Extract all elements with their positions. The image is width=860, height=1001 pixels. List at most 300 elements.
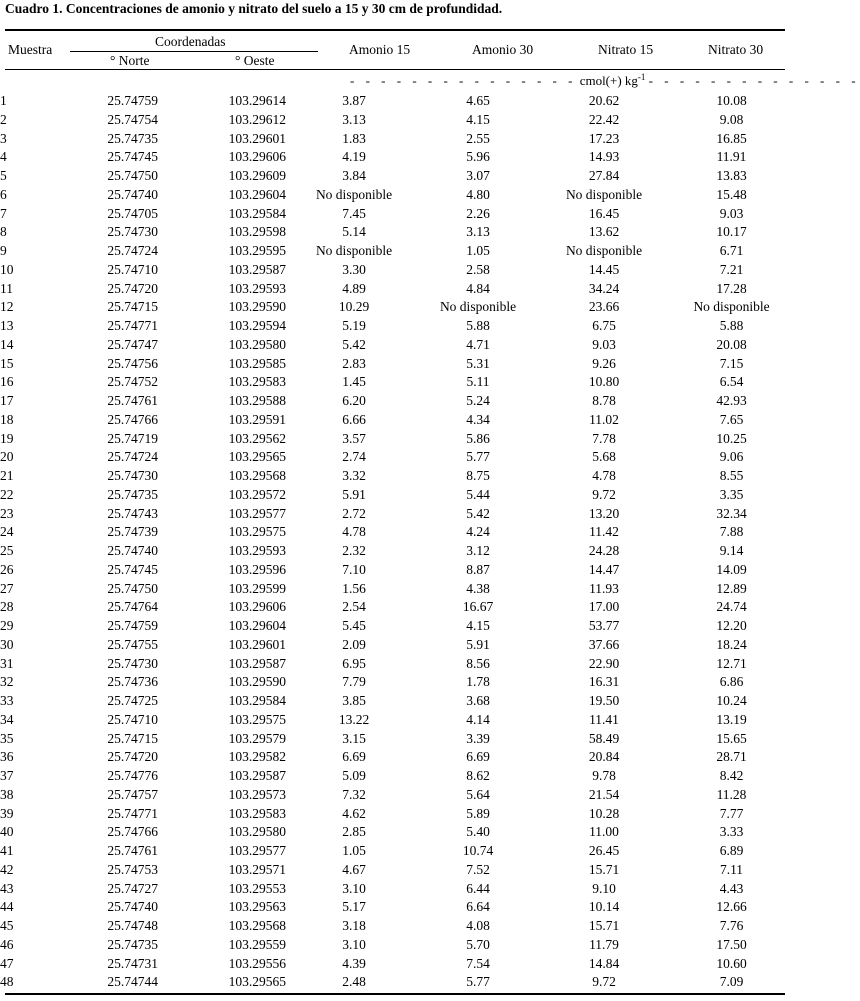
cell-norte: 25.74725 xyxy=(107,693,158,708)
cell-nitrato-15: No disponible xyxy=(565,186,643,202)
table-row xyxy=(0,467,789,486)
table-row xyxy=(0,430,789,449)
cell-nitrato-30: 24.74 xyxy=(716,599,747,615)
cell-nitrato-15: 14.93 xyxy=(588,149,620,165)
table-row xyxy=(0,242,789,261)
cell-muestra: 39 xyxy=(0,805,14,821)
table-row xyxy=(0,786,789,805)
table-row xyxy=(0,92,789,111)
cell-amonio-15: 7.79 xyxy=(342,674,366,690)
cell-amonio-15: 2.48 xyxy=(342,974,366,990)
table-row xyxy=(0,673,789,692)
cell-amonio-30: 4.34 xyxy=(466,411,490,427)
cell-norte: 25.74764 xyxy=(107,599,158,615)
cell-amonio-15: 3.57 xyxy=(342,430,366,446)
cell-nitrato-30: 10.24 xyxy=(716,693,747,708)
cell-oeste: 103.29590 xyxy=(228,674,286,690)
cell-nitrato-15: 9.26 xyxy=(592,355,616,371)
cell-muestra: 38 xyxy=(0,786,14,802)
cell-nitrato-30: 6.71 xyxy=(719,243,744,258)
cell-amonio-30: 5.31 xyxy=(466,355,490,371)
cell-nitrato-15: 20.84 xyxy=(588,749,620,765)
cell-nitrato-30: 10.60 xyxy=(716,955,747,971)
cell-nitrato-15: 11.79 xyxy=(589,936,619,952)
cell-norte: 25.74753 xyxy=(107,861,158,877)
cell-muestra: 46 xyxy=(0,936,14,952)
cell-nitrato-30: 7.15 xyxy=(719,355,744,371)
cell-nitrato-15: 53.77 xyxy=(588,618,620,633)
cell-amonio-30: 2.55 xyxy=(466,130,490,146)
cell-amonio-30: 5.86 xyxy=(466,430,490,446)
cell-amonio-30: 5.11 xyxy=(466,374,490,390)
cell-amonio-30: 5.96 xyxy=(466,149,490,165)
cell-amonio-15: 4.67 xyxy=(342,861,366,877)
table-row xyxy=(0,317,789,336)
cell-amonio-15: 10.29 xyxy=(338,299,370,315)
units-row xyxy=(350,72,860,92)
cell-amonio-15: 6.95 xyxy=(342,655,366,671)
cell-nitrato-15: 9.03 xyxy=(592,336,616,352)
cell-amonio-30: 5.42 xyxy=(466,505,490,521)
cell-oeste: 103.29577 xyxy=(228,843,286,858)
cell-nitrato-30: 12.71 xyxy=(716,655,747,671)
cell-nitrato-30: 7.21 xyxy=(719,261,744,277)
cell-amonio-15: 7.45 xyxy=(342,205,366,221)
header-muestra: Muestra xyxy=(8,42,53,57)
cell-amonio-15: 2.74 xyxy=(342,449,366,465)
table-row xyxy=(0,767,789,786)
cell-amonio-30: 7.54 xyxy=(466,955,490,971)
cell-nitrato-15: 15.71 xyxy=(588,918,620,933)
cell-oeste: 103.29583 xyxy=(228,374,286,390)
cell-norte: 25.74744 xyxy=(107,974,158,990)
cell-amonio-30: 5.24 xyxy=(466,393,490,408)
cell-amonio-15: 1.83 xyxy=(342,130,366,146)
cell-norte: 25.74724 xyxy=(107,243,158,258)
cell-muestra: 16 xyxy=(0,374,14,390)
cell-muestra: 33 xyxy=(0,693,14,708)
cell-nitrato-15: 11.02 xyxy=(589,411,619,427)
table-row xyxy=(0,561,789,580)
cell-norte: 25.74771 xyxy=(107,318,158,333)
cell-nitrato-30: 12.89 xyxy=(716,580,747,596)
cell-amonio-15: 5.42 xyxy=(342,336,366,352)
cell-oeste: 103.29559 xyxy=(228,936,286,952)
cell-norte: 25.74710 xyxy=(107,711,158,727)
cell-amonio-30: 16.67 xyxy=(462,599,494,615)
cell-amonio-30: 10.74 xyxy=(462,843,494,858)
cell-oeste: 103.29553 xyxy=(228,880,286,896)
units-dashes-left: - - - - - - - - - - - - - - - xyxy=(350,73,577,88)
cell-nitrato-15: 14.84 xyxy=(588,955,620,971)
cell-oeste: 103.29575 xyxy=(228,711,286,727)
cell-oeste: 103.29604 xyxy=(228,186,286,202)
table-row xyxy=(0,805,789,824)
table-row xyxy=(0,373,789,392)
table-row xyxy=(0,111,789,130)
cell-oeste: 103.29577 xyxy=(228,505,286,521)
cell-amonio-15: 6.20 xyxy=(342,393,366,408)
cell-oeste: 103.29575 xyxy=(228,524,286,540)
cell-oeste: 103.29583 xyxy=(228,805,286,821)
cell-amonio-30: 5.77 xyxy=(466,974,490,990)
table-row xyxy=(0,298,789,317)
cell-nitrato-30: 15.65 xyxy=(716,730,747,746)
cell-oeste: 103.29573 xyxy=(228,786,286,802)
cell-nitrato-30: 4.43 xyxy=(719,880,744,896)
cell-muestra: 6 xyxy=(0,186,7,202)
cell-amonio-15: 4.39 xyxy=(342,955,366,971)
units-exponent: -1 xyxy=(637,72,646,82)
cell-oeste: 103.29594 xyxy=(228,318,286,333)
cell-nitrato-30: 3.33 xyxy=(719,824,744,840)
cell-nitrato-15: 14.45 xyxy=(588,261,620,277)
table-row xyxy=(0,580,789,599)
cell-muestra: 29 xyxy=(0,618,14,633)
cell-amonio-30: 5.88 xyxy=(466,318,490,333)
cell-oeste: 103.29606 xyxy=(228,149,286,165)
cell-nitrato-15: 11.41 xyxy=(589,711,619,727)
cell-amonio-30: 4.71 xyxy=(466,336,490,352)
cell-amonio-15: 6.69 xyxy=(342,749,366,765)
cell-amonio-30: 3.07 xyxy=(466,168,490,183)
cell-muestra: 12 xyxy=(0,299,14,315)
cell-norte: 25.74759 xyxy=(107,618,158,633)
cell-amonio-15: 4.78 xyxy=(342,524,366,540)
cell-norte: 25.74735 xyxy=(107,130,158,146)
cell-amonio-30: 5.91 xyxy=(466,636,490,652)
cell-norte: 25.74755 xyxy=(107,636,158,652)
cell-oeste: 103.29587 xyxy=(228,261,286,277)
cell-amonio-30: 4.65 xyxy=(466,93,490,108)
cell-nitrato-30: 42.93 xyxy=(716,393,747,408)
cell-nitrato-30: 13.83 xyxy=(716,168,747,183)
cell-amonio-15: 2.09 xyxy=(342,636,366,652)
cell-oeste: 103.29595 xyxy=(228,243,286,258)
table-row xyxy=(0,748,789,767)
table-row xyxy=(0,917,789,936)
cell-muestra: 42 xyxy=(0,861,14,877)
cell-amonio-30: 3.39 xyxy=(466,730,490,746)
cell-nitrato-30: 7.76 xyxy=(719,918,744,933)
cell-norte: 25.74750 xyxy=(107,580,158,596)
table-row xyxy=(0,598,789,617)
cell-nitrato-30: 12.66 xyxy=(716,899,747,915)
cell-norte: 25.74720 xyxy=(107,280,158,296)
cell-amonio-30: 5.40 xyxy=(466,824,490,840)
cell-amonio-30: 8.56 xyxy=(466,655,490,671)
cell-oeste: 103.29614 xyxy=(228,93,286,108)
cell-norte: 25.74735 xyxy=(107,936,158,952)
data-table-body xyxy=(0,92,789,992)
cell-nitrato-30: 5.88 xyxy=(719,318,744,333)
cell-nitrato-30: 16.85 xyxy=(716,130,747,146)
units-base: cmol(+) kg xyxy=(579,73,638,88)
cell-nitrato-30: 15.48 xyxy=(716,186,747,202)
cell-muestra: 9 xyxy=(0,243,7,258)
cell-norte: 25.74730 xyxy=(107,655,158,671)
cell-muestra: 27 xyxy=(0,580,14,596)
cell-oeste: 103.29556 xyxy=(228,955,286,971)
cell-nitrato-30: 28.71 xyxy=(716,749,747,765)
cell-muestra: 48 xyxy=(0,974,14,990)
cell-muestra: 31 xyxy=(0,655,14,671)
cell-norte: 25.74761 xyxy=(107,393,158,408)
cell-muestra: 13 xyxy=(0,318,14,333)
table-row xyxy=(0,486,789,505)
cell-muestra: 18 xyxy=(0,411,14,427)
table-row xyxy=(0,523,789,542)
cell-norte: 25.74730 xyxy=(107,468,158,483)
cell-nitrato-30: 13.19 xyxy=(716,711,747,727)
table-row xyxy=(0,280,789,299)
table-row xyxy=(0,692,789,711)
cell-nitrato-30: 8.55 xyxy=(719,468,744,483)
cell-norte: 25.74715 xyxy=(107,299,158,315)
cell-nitrato-15: 17.00 xyxy=(588,599,620,615)
cell-oeste: 103.29596 xyxy=(228,561,286,577)
cell-nitrato-15: 7.78 xyxy=(592,430,616,446)
cell-muestra: 15 xyxy=(0,355,14,371)
table-row xyxy=(0,392,789,411)
cell-oeste: 103.29584 xyxy=(228,205,286,221)
cell-amonio-30: 5.44 xyxy=(466,486,490,502)
table-row xyxy=(0,542,789,561)
cell-oeste: 103.29572 xyxy=(228,486,286,502)
cell-nitrato-15: 16.45 xyxy=(588,205,620,221)
cell-nitrato-15: 27.84 xyxy=(588,168,620,183)
cell-nitrato-15: 4.78 xyxy=(592,468,616,483)
cell-amonio-15: 4.89 xyxy=(342,280,366,296)
cell-muestra: 20 xyxy=(0,449,14,465)
cell-amonio-15: 2.85 xyxy=(342,824,366,840)
table-row xyxy=(0,167,789,186)
cell-amonio-30: 4.24 xyxy=(466,524,490,540)
cell-amonio-30: No disponible xyxy=(439,299,517,315)
cell-nitrato-15: 6.75 xyxy=(592,318,616,333)
cell-muestra: 17 xyxy=(0,393,14,408)
cell-amonio-15: 3.87 xyxy=(342,93,366,108)
header-nitrato-15: Nitrato 15 xyxy=(598,42,654,57)
header-rule xyxy=(5,69,785,70)
cell-nitrato-15: 21.54 xyxy=(588,786,620,802)
cell-muestra: 2 xyxy=(0,111,7,127)
cell-nitrato-15: 13.62 xyxy=(588,224,620,240)
cell-muestra: 35 xyxy=(0,730,14,746)
table-row xyxy=(0,655,789,674)
table-row xyxy=(0,355,789,374)
table-row xyxy=(0,411,789,430)
cell-nitrato-30: 6.89 xyxy=(719,843,744,858)
cell-norte: 25.74750 xyxy=(107,168,158,183)
cell-oeste: 103.29584 xyxy=(228,693,286,708)
cell-amonio-30: 3.13 xyxy=(466,224,490,240)
cell-amonio-15: 3.18 xyxy=(342,918,366,933)
cell-oeste: 103.29568 xyxy=(228,468,286,483)
cell-norte: 25.74739 xyxy=(107,524,158,540)
cell-amonio-15: 5.14 xyxy=(342,224,366,240)
cell-amonio-30: 4.15 xyxy=(466,111,490,127)
table-caption: Cuadro 1. Concentraciones de amonio y nitrato del suelo a 15 y 30 cm de profundidad. xyxy=(5,1,503,16)
cell-amonio-15: No disponible xyxy=(315,243,393,258)
cell-nitrato-15: 11.00 xyxy=(589,824,619,840)
cell-nitrato-15: 9.72 xyxy=(592,486,616,502)
cell-norte: 25.74731 xyxy=(107,955,158,971)
cell-amonio-15: 5.91 xyxy=(342,486,366,502)
cell-amonio-30: 7.52 xyxy=(466,861,490,877)
cell-muestra: 45 xyxy=(0,918,14,933)
table-row xyxy=(0,823,789,842)
cell-norte: 25.74736 xyxy=(107,674,158,690)
cell-amonio-30: 5.77 xyxy=(466,449,490,465)
cell-amonio-30: 5.64 xyxy=(466,786,490,802)
cell-muestra: 37 xyxy=(0,768,14,783)
cell-nitrato-30: 7.11 xyxy=(719,861,744,877)
cell-norte: 25.74754 xyxy=(107,111,158,127)
table-row xyxy=(0,130,789,149)
cell-nitrato-15: 10.80 xyxy=(588,374,620,390)
cell-oeste: 103.29585 xyxy=(228,355,286,371)
cell-oeste: 103.29587 xyxy=(228,655,286,671)
cell-amonio-15: 3.13 xyxy=(342,111,366,127)
cell-norte: 25.74710 xyxy=(107,261,158,277)
cell-amonio-30: 4.15 xyxy=(466,618,490,633)
cell-nitrato-30: No disponible xyxy=(693,299,770,315)
cell-muestra: 8 xyxy=(0,224,7,240)
cell-amonio-15: 5.09 xyxy=(342,768,366,783)
cell-amonio-30: 5.89 xyxy=(466,805,490,821)
cell-oeste: 103.29580 xyxy=(228,824,286,840)
table-row xyxy=(0,973,789,992)
table-row xyxy=(0,148,789,167)
coordenadas-rule xyxy=(70,51,318,52)
cell-muestra: 25 xyxy=(0,543,14,558)
cell-amonio-15: 3.30 xyxy=(342,261,366,277)
cell-nitrato-15: 14.47 xyxy=(588,561,620,577)
cell-norte: 25.74756 xyxy=(107,355,158,371)
cell-nitrato-15: 24.28 xyxy=(588,543,620,558)
cell-nitrato-30: 17.50 xyxy=(716,936,747,952)
cell-oeste: 103.29579 xyxy=(228,730,286,746)
cell-nitrato-15: 10.28 xyxy=(588,805,620,821)
cell-oeste: 103.29562 xyxy=(228,430,286,446)
cell-amonio-15: 2.54 xyxy=(342,599,366,615)
cell-oeste: 103.29609 xyxy=(228,168,286,183)
cell-muestra: 41 xyxy=(0,843,14,858)
cell-norte: 25.74743 xyxy=(107,505,158,521)
cell-oeste: 103.29587 xyxy=(228,768,286,783)
cell-nitrato-30: 6.54 xyxy=(719,374,744,390)
cell-amonio-30: 1.05 xyxy=(466,243,490,258)
cell-norte: 25.74759 xyxy=(107,93,158,108)
header-amonio-15: Amonio 15 xyxy=(349,42,411,57)
cell-nitrato-30: 7.77 xyxy=(719,805,744,821)
header-norte: ° Norte xyxy=(110,53,150,68)
cell-muestra: 30 xyxy=(0,636,14,652)
cell-norte: 25.74757 xyxy=(107,786,158,802)
cell-nitrato-30: 7.88 xyxy=(719,524,744,540)
cell-amonio-15: 1.05 xyxy=(342,843,366,858)
cell-muestra: 44 xyxy=(0,899,14,915)
cell-norte: 25.74724 xyxy=(107,449,158,465)
cell-nitrato-15: No disponible xyxy=(565,243,643,258)
cell-amonio-15: 5.19 xyxy=(342,318,366,333)
cell-norte: 25.74720 xyxy=(107,749,158,765)
cell-muestra: 4 xyxy=(0,149,7,165)
cell-muestra: 7 xyxy=(0,205,7,221)
table-row xyxy=(0,223,789,242)
cell-norte: 25.74740 xyxy=(107,186,158,202)
cell-nitrato-15: 22.90 xyxy=(588,655,620,671)
table-row xyxy=(0,636,789,655)
cell-nitrato-30: 32.34 xyxy=(716,505,747,521)
cell-norte: 25.74715 xyxy=(107,730,158,746)
cell-amonio-15: 5.17 xyxy=(342,899,366,915)
data-table xyxy=(0,92,789,992)
cell-oeste: 103.29563 xyxy=(228,899,286,915)
cell-nitrato-30: 18.24 xyxy=(716,636,747,652)
cell-oeste: 103.29604 xyxy=(228,618,286,633)
cell-nitrato-15: 34.24 xyxy=(588,280,620,296)
cell-muestra: 28 xyxy=(0,599,14,615)
table-row xyxy=(0,617,789,636)
cell-oeste: 103.29580 xyxy=(228,336,286,352)
cell-amonio-15: 3.15 xyxy=(342,730,366,746)
cell-amonio-15: 7.32 xyxy=(342,786,366,802)
cell-muestra: 43 xyxy=(0,880,14,896)
cell-norte: 25.74727 xyxy=(107,880,158,896)
cell-nitrato-30: 14.09 xyxy=(716,561,747,577)
cell-nitrato-15: 10.14 xyxy=(588,899,620,915)
units-dashes-right: - - - - - - - - - - - - - - xyxy=(648,73,860,88)
cell-amonio-15: 1.56 xyxy=(342,580,366,596)
cell-oeste: 103.29612 xyxy=(228,111,286,127)
cell-amonio-30: 6.69 xyxy=(466,749,490,765)
cell-amonio-30: 1.78 xyxy=(466,674,490,690)
cell-oeste: 103.29588 xyxy=(228,393,286,408)
cell-norte: 25.74748 xyxy=(107,918,158,933)
cell-nitrato-15: 15.71 xyxy=(588,861,620,877)
cell-amonio-15: 5.45 xyxy=(342,618,366,633)
cell-nitrato-15: 9.72 xyxy=(592,974,616,990)
cell-amonio-30: 4.84 xyxy=(466,280,490,296)
cell-amonio-15: 3.84 xyxy=(342,168,366,183)
table-row xyxy=(0,448,789,467)
cell-muestra: 32 xyxy=(0,674,14,690)
cell-oeste: 103.29590 xyxy=(228,299,286,315)
cell-norte: 25.74761 xyxy=(107,843,158,858)
cell-oeste: 103.29582 xyxy=(228,749,286,765)
cell-amonio-30: 8.75 xyxy=(466,468,490,483)
cell-amonio-30: 3.68 xyxy=(466,693,490,708)
cell-oeste: 103.29591 xyxy=(228,411,286,427)
cell-nitrato-15: 11.42 xyxy=(589,524,619,540)
cell-muestra: 19 xyxy=(0,430,14,446)
cell-amonio-15: 2.83 xyxy=(342,355,366,371)
table-row xyxy=(0,336,789,355)
header-oeste: ° Oeste xyxy=(235,53,275,68)
cell-nitrato-30: 7.09 xyxy=(719,974,744,990)
cell-muestra: 11 xyxy=(0,280,13,296)
table-row xyxy=(0,730,789,749)
cell-nitrato-15: 37.66 xyxy=(588,636,620,652)
cell-nitrato-30: 10.17 xyxy=(716,224,747,240)
cell-nitrato-15: 58.49 xyxy=(588,730,620,746)
cell-norte: 25.74776 xyxy=(107,768,158,783)
cell-muestra: 23 xyxy=(0,505,14,521)
cell-norte: 25.74745 xyxy=(107,149,158,165)
top-rule xyxy=(5,29,785,31)
